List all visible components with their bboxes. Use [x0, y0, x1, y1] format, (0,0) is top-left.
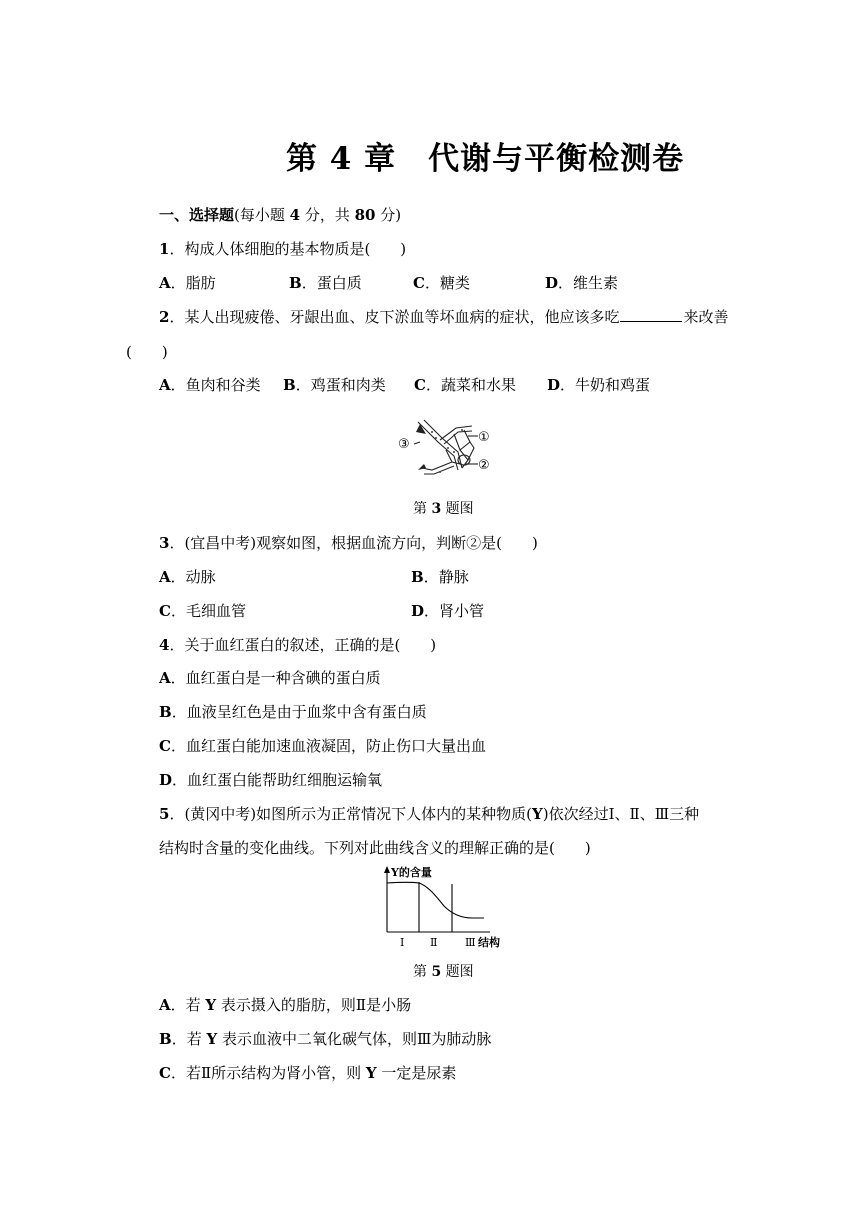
- vessel-path: [418, 422, 458, 470]
- option-text: 一定是尿素: [376, 1064, 457, 1082]
- question-number: 4: [159, 636, 170, 654]
- option-text: ．血红蛋白是一种含碘的蛋白质: [170, 669, 381, 687]
- option-text: ．静脉: [423, 568, 469, 586]
- question-text: )依次经过Ⅰ、Ⅱ、Ⅲ三种: [542, 805, 700, 823]
- section-note: 分，共: [300, 206, 355, 224]
- x-tick-label: Ⅰ: [400, 936, 405, 949]
- option-label: B: [159, 1030, 172, 1048]
- figure-label: ①: [478, 430, 490, 445]
- option-text: ．肾小管: [424, 602, 485, 620]
- variable-y: Y: [532, 805, 543, 823]
- option: [545, 273, 618, 293]
- option: [159, 702, 427, 722]
- option-label: B: [159, 703, 172, 721]
- blood-vessel-figure: [396, 412, 496, 484]
- variable-y: Y: [206, 1030, 218, 1048]
- option-label: B: [411, 568, 424, 586]
- figure-caption: [413, 961, 474, 981]
- option-label: C: [159, 602, 171, 620]
- question-5-stem: [159, 804, 699, 824]
- option: [159, 736, 486, 756]
- variable-y: Y: [205, 996, 217, 1014]
- option: [159, 1063, 456, 1083]
- option-label: A: [159, 996, 171, 1014]
- section-note: 分): [375, 206, 402, 224]
- section-note-num: 80: [354, 206, 376, 224]
- option-label: D: [411, 602, 425, 620]
- option-label: B: [283, 376, 296, 394]
- option-text: ．若: [170, 996, 206, 1014]
- answer-blank: [620, 307, 682, 322]
- option-text: ．鱼肉和谷类: [170, 376, 261, 394]
- option: [547, 375, 650, 395]
- option-label: D: [159, 771, 173, 789]
- data-curve: [387, 882, 484, 918]
- question-1-stem: [159, 239, 406, 259]
- option-text: ．若: [171, 1030, 207, 1048]
- option-text: ．若Ⅱ所示结构为肾小管，则: [170, 1064, 366, 1082]
- figure-label: ②: [478, 458, 490, 473]
- caption-text: 题图: [441, 964, 474, 980]
- pointer-line: [414, 442, 420, 444]
- question-2-stem: [159, 307, 728, 327]
- option-label: A: [159, 669, 171, 687]
- caption-text: 题图: [441, 501, 474, 517]
- option-text: 表示血液中二氧化碳气体，则Ⅲ为肺动脉: [217, 1030, 492, 1048]
- option-label: A: [159, 568, 171, 586]
- y-axis-label: Y的含量: [391, 866, 432, 879]
- figure-label: ③: [398, 437, 410, 452]
- arrow-icon: [384, 866, 390, 873]
- question-4-stem: [159, 635, 436, 655]
- option-text: ．维生素: [558, 274, 619, 292]
- question-number: 2: [159, 308, 170, 326]
- option: [159, 567, 216, 587]
- option-label: C: [414, 376, 426, 394]
- option: [411, 567, 469, 587]
- option: [159, 995, 411, 1015]
- option-text: ．毛细血管: [170, 602, 246, 620]
- option-text: ．蛋白质: [301, 274, 362, 292]
- vessel-path: [424, 420, 462, 468]
- question-5-stem-cont: 结构时含量的变化曲线。下列对此曲线含义的理解正确的是( ): [159, 839, 591, 857]
- option: [159, 1029, 491, 1049]
- option-text: ．鸡蛋和肉类: [295, 376, 386, 394]
- page-title: 第 4 章 代谢与平衡检测卷: [286, 141, 685, 177]
- caption-text: 第: [413, 964, 432, 980]
- option: [159, 668, 381, 688]
- caption-number: 5: [431, 964, 442, 980]
- option-text: ．动脉: [170, 568, 216, 586]
- section-note-num: 4: [289, 206, 301, 224]
- option-label: C: [413, 274, 425, 292]
- caption-text: 第: [413, 501, 432, 517]
- y-content-curve-figure: [372, 864, 512, 952]
- question-text: 来改善: [683, 308, 729, 326]
- option-text: ．蔬菜和水果: [425, 376, 516, 394]
- question-text: ．构成人体细胞的基本物质是( ): [169, 240, 407, 258]
- option: [414, 375, 516, 395]
- option-text: ．牛奶和鸡蛋: [560, 376, 651, 394]
- option-label: A: [159, 274, 171, 292]
- option: [413, 273, 470, 293]
- option: [411, 601, 484, 621]
- option-text: ．脂肪: [170, 274, 216, 292]
- option-label: D: [547, 376, 561, 394]
- question-3-stem: [159, 533, 538, 553]
- section-note: (每小题: [234, 206, 290, 224]
- question-text: ．关于血红蛋白的叙述，正确的是( ): [169, 636, 437, 654]
- section-heading: [159, 205, 401, 225]
- option: [159, 273, 216, 293]
- option-text: 表示摄入的脂肪，则Ⅱ是小肠: [216, 996, 412, 1014]
- option: [159, 375, 261, 395]
- option-label: D: [545, 274, 559, 292]
- question-number: 5: [159, 805, 170, 823]
- option-text: ．血液呈红色是由于血浆中含有蛋白质: [171, 703, 427, 721]
- question-2-stem-cont: ( ): [126, 343, 168, 361]
- option-label: C: [159, 737, 171, 755]
- caption-number: 3: [431, 501, 442, 517]
- question-text: ．(黄冈中考)如图所示为正常情况下人体内的某种物质(: [169, 805, 532, 823]
- option: [159, 601, 246, 621]
- option-label: B: [289, 274, 302, 292]
- question-number: 3: [159, 534, 170, 552]
- option-text: ．血红蛋白能加速血液凝固，防止伤口大量出血: [170, 737, 486, 755]
- question-text: ．(宜昌中考)观察如图，根据血流方向，判断②是( ): [169, 534, 538, 552]
- option-label: A: [159, 376, 171, 394]
- option-text: ．血红蛋白能帮助红细胞运输氧: [172, 771, 383, 789]
- figure-caption: [413, 498, 474, 518]
- option: [283, 375, 386, 395]
- option-label: C: [159, 1064, 171, 1082]
- x-tick-label: Ⅲ: [465, 936, 476, 949]
- x-tick-label: Ⅱ: [430, 936, 438, 949]
- question-number: 1: [159, 240, 170, 258]
- x-axis-label: 结构: [478, 936, 500, 949]
- section-heading-text: 一、选择题: [159, 206, 235, 224]
- option: [289, 273, 362, 293]
- option: [159, 770, 382, 790]
- option-text: ．糖类: [424, 274, 470, 292]
- variable-y: Y: [365, 1064, 377, 1082]
- question-text: ．某人出现疲倦、牙龈出血、皮下淤血等坏血病的症状，他应该多吃: [169, 308, 620, 326]
